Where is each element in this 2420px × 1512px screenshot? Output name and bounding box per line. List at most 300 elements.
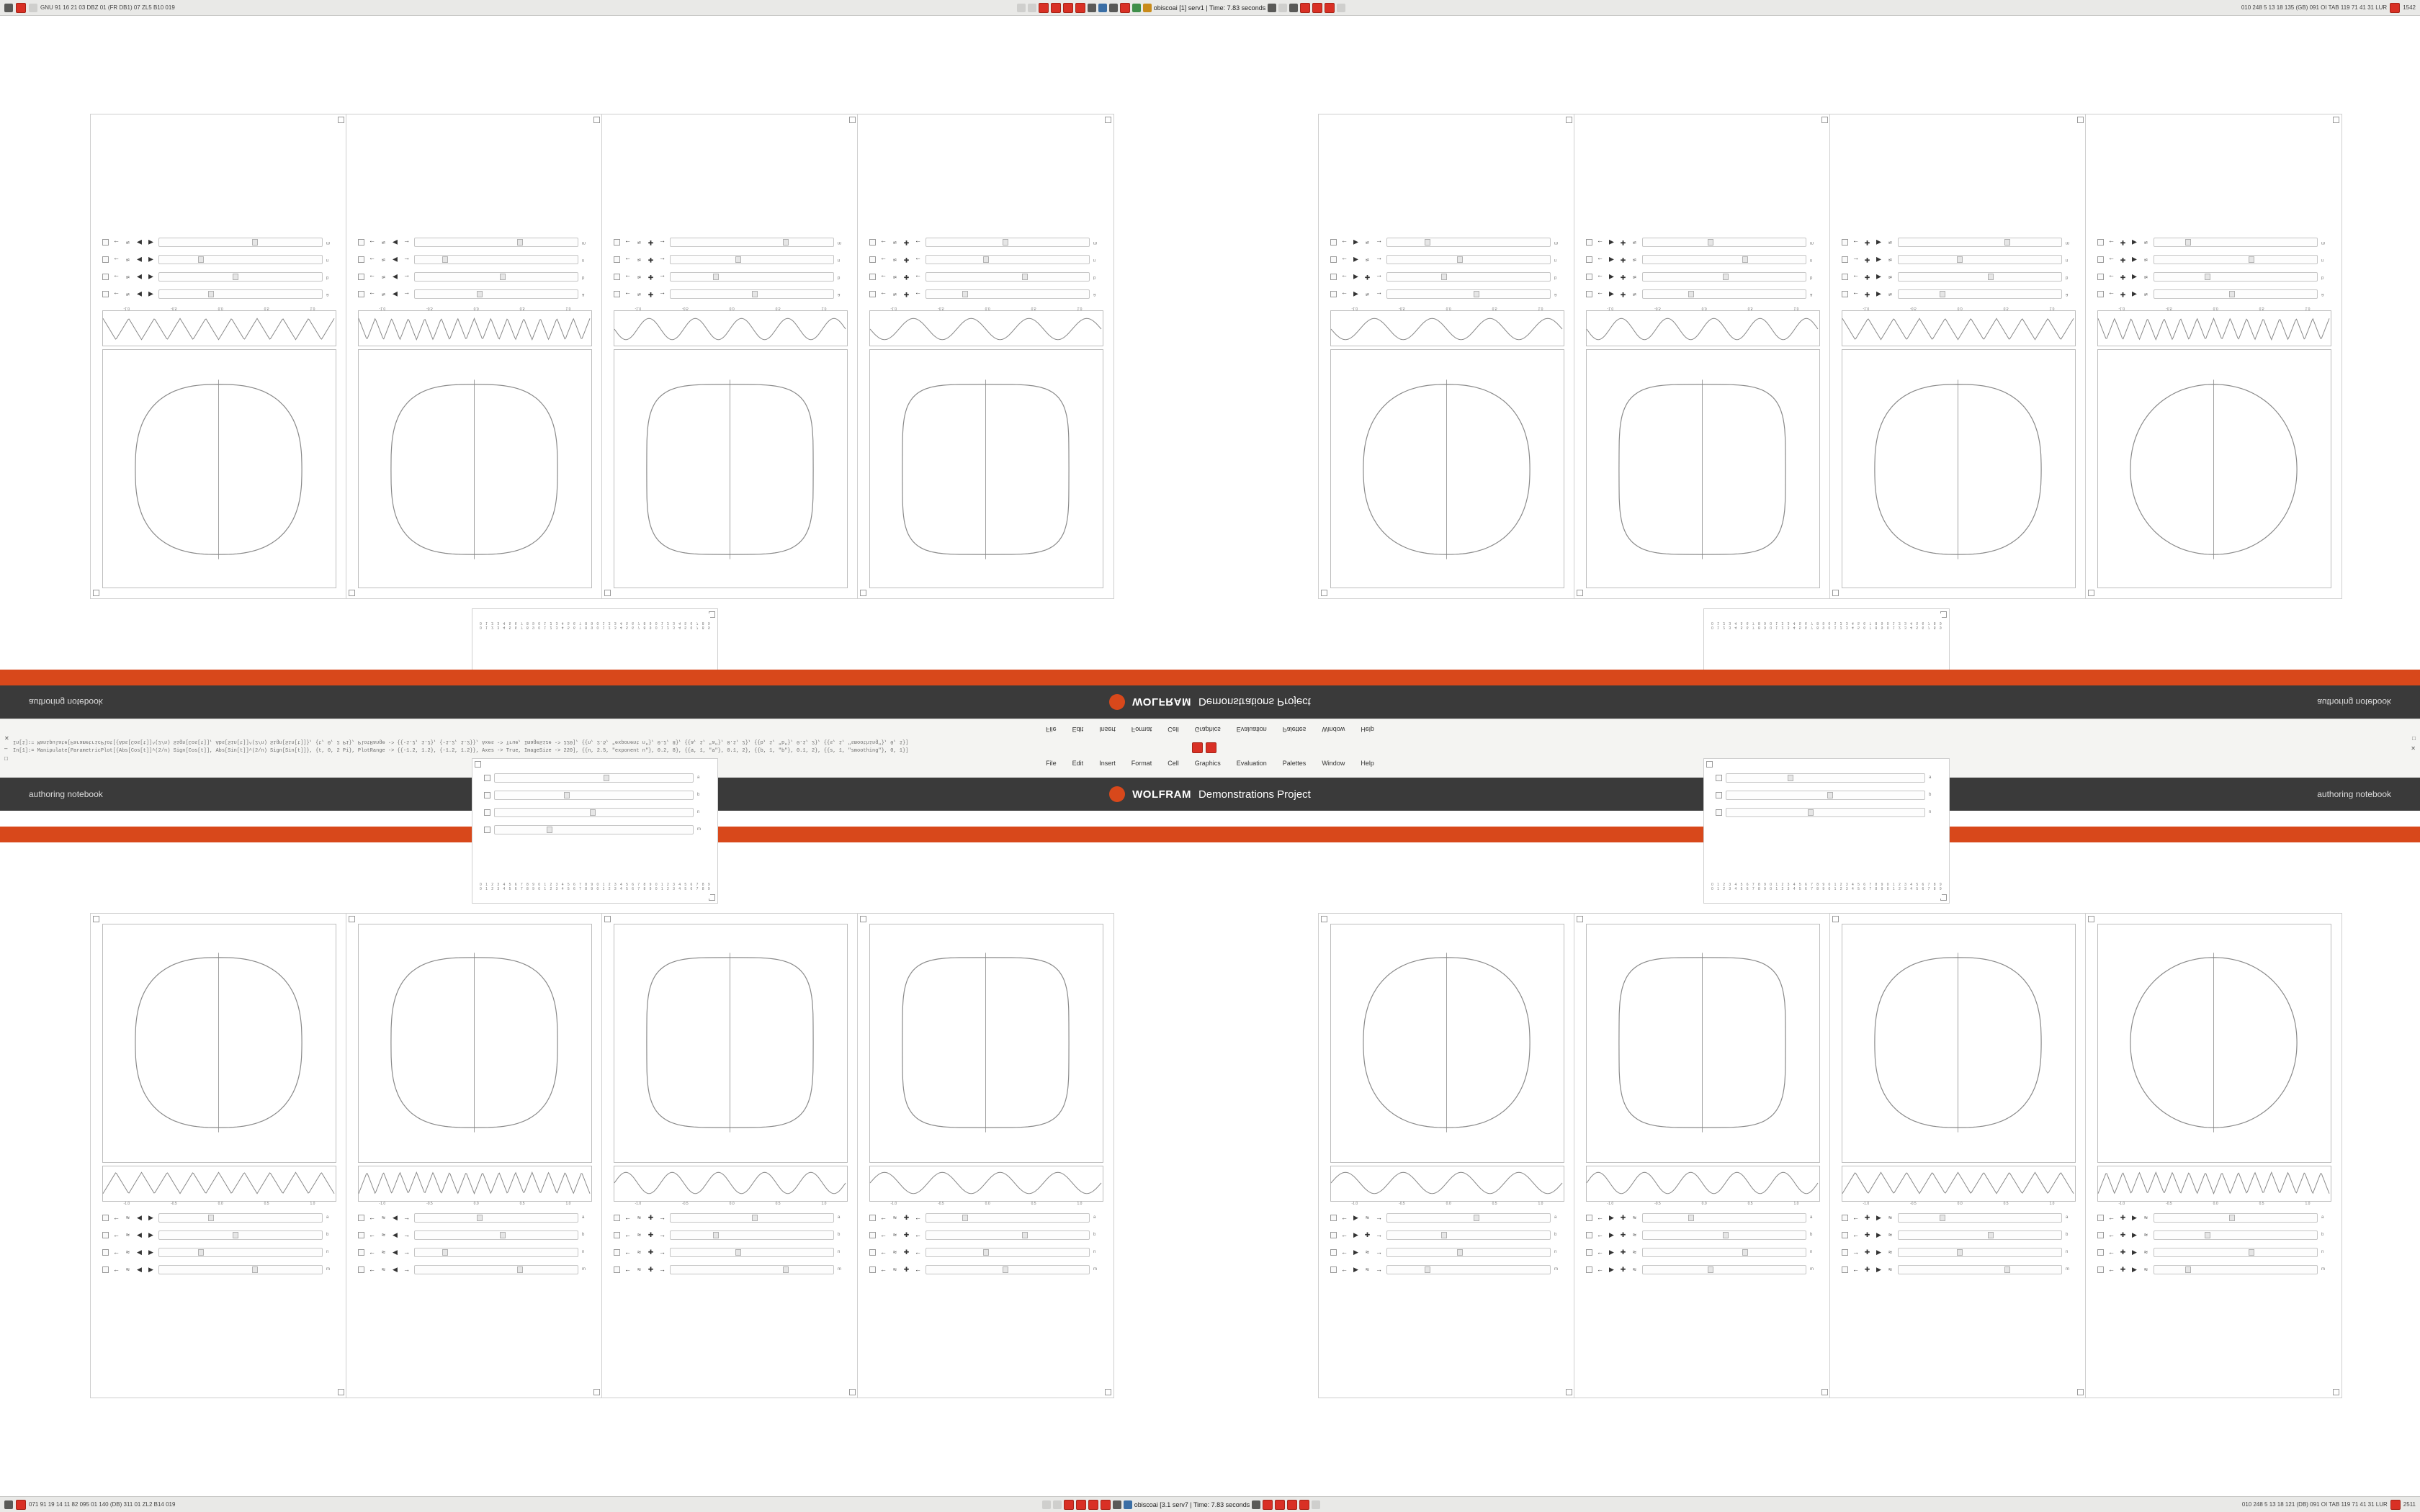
control-glyph-2[interactable]: ✚ (903, 1265, 910, 1273)
bookmark-icon[interactable] (614, 1215, 620, 1221)
control-glyph-3[interactable]: → (1376, 1214, 1382, 1221)
bookmark-icon[interactable] (2097, 274, 2104, 281)
slider-control-row[interactable] (91, 1261, 346, 1278)
slider-knob[interactable] (1940, 292, 1945, 298)
control-glyph-2[interactable]: ✚ (1620, 1213, 1626, 1221)
slider-knob[interactable] (233, 1232, 238, 1238)
slider-track[interactable] (1726, 808, 1925, 817)
control-glyph-1[interactable]: ✚ (1864, 1213, 1870, 1221)
bookmark-icon[interactable] (1330, 257, 1337, 264)
slider-track[interactable] (926, 1213, 1090, 1223)
control-glyph-1[interactable]: ≈ (382, 1248, 385, 1256)
slider-knob[interactable] (2249, 257, 2254, 264)
resize-handle-tl[interactable] (1706, 761, 1713, 768)
slider-control-row[interactable] (1319, 1226, 1574, 1243)
control-glyph-2[interactable]: ◀ (393, 239, 398, 247)
control-glyph-2[interactable]: ◀ (393, 1265, 398, 1273)
slider-knob[interactable] (983, 1249, 989, 1256)
control-glyph-0[interactable]: ← (113, 291, 120, 298)
control-glyph-1[interactable]: ✚ (1864, 256, 1870, 264)
control-glyph-2[interactable]: ◀ (393, 291, 398, 299)
control-glyph-0[interactable]: ← (1341, 239, 1348, 246)
slider-track[interactable] (158, 256, 323, 265)
record-icon[interactable] (1275, 1500, 1285, 1510)
control-glyph-3[interactable]: ▶ (148, 1230, 153, 1238)
control-glyph-0[interactable]: ← (880, 291, 887, 298)
control-glyph-3[interactable]: → (403, 256, 410, 264)
bookmark-icon[interactable] (484, 809, 490, 816)
demo-panel[interactable] (601, 114, 859, 599)
control-glyph-0[interactable]: ← (1341, 1248, 1348, 1256)
control-glyph-0[interactable]: ← (113, 256, 120, 264)
resize-handle-tl[interactable] (1832, 590, 1839, 596)
control-glyph-1[interactable]: ≈ (637, 1266, 641, 1273)
demo-panel[interactable] (1574, 913, 1831, 1398)
demo-panel[interactable] (2085, 913, 2342, 1398)
menu-item-window[interactable]: Window (1322, 726, 1345, 734)
slider-track[interactable] (2154, 1265, 2318, 1274)
slider-control-row[interactable] (346, 269, 602, 286)
control-glyph-1[interactable]: ≈ (893, 291, 897, 298)
slider-track[interactable] (414, 1230, 578, 1240)
control-glyph-2[interactable]: ✚ (1620, 1265, 1626, 1273)
manipulate-controls[interactable] (346, 116, 602, 303)
slider-track[interactable] (2154, 256, 2318, 265)
slider-knob[interactable] (1827, 792, 1833, 798)
slider-control-row[interactable] (2086, 1243, 2341, 1261)
slider-track[interactable] (158, 1248, 323, 1257)
control-glyph-1[interactable]: ▶ (1609, 291, 1614, 299)
bookmark-icon[interactable] (358, 240, 364, 246)
control-glyph-3[interactable]: ← (915, 274, 921, 281)
slider-knob[interactable] (1957, 1249, 1963, 1256)
alert-icon[interactable] (1325, 3, 1335, 13)
control-glyph-1[interactable]: ≈ (126, 1214, 130, 1221)
slider-knob[interactable] (752, 292, 758, 298)
control-glyph-0[interactable]: ← (113, 274, 120, 281)
control-glyph-2[interactable]: ◀ (137, 239, 142, 247)
slider-knob[interactable] (1957, 257, 1963, 264)
control-glyph-0[interactable]: ← (369, 274, 375, 281)
resize-handle-tl[interactable] (1832, 916, 1839, 922)
bookmark-icon[interactable] (2097, 1215, 2104, 1221)
slider-track[interactable] (1898, 238, 2062, 248)
slider-track[interactable] (2154, 1213, 2318, 1223)
slider-knob[interactable] (1708, 1266, 1713, 1273)
top-system-bar[interactable] (0, 0, 2420, 16)
menu-item-palettes[interactable]: Palettes (1282, 726, 1307, 734)
control-glyph-2[interactable]: ▶ (1876, 291, 1881, 299)
manipulate-controls[interactable] (1319, 1209, 1574, 1396)
editor-icon[interactable] (1088, 4, 1096, 12)
control-glyph-3[interactable]: → (659, 1266, 666, 1273)
bottom-bar-taskbar[interactable] (354, 1497, 2008, 1512)
media-icon[interactable] (1252, 1500, 1260, 1509)
slider-control-row[interactable] (346, 1209, 602, 1226)
slider-track[interactable] (1386, 238, 1551, 248)
bookmark-icon[interactable] (614, 240, 620, 246)
slider-track[interactable] (2154, 273, 2318, 282)
control-glyph-1[interactable]: ▶ (1609, 256, 1614, 264)
bookmark-icon[interactable] (1716, 775, 1722, 781)
slider-control-row[interactable] (1319, 1243, 1574, 1261)
menu-item-palettes[interactable]: Palettes (1282, 759, 1307, 767)
slider-track[interactable] (1642, 1213, 1806, 1223)
control-glyph-1[interactable]: ≈ (382, 274, 385, 281)
resize-handle-tl[interactable] (349, 916, 355, 922)
slider-track[interactable] (158, 1265, 323, 1274)
control-glyph-0[interactable]: ← (1597, 291, 1603, 298)
control-glyph-2[interactable]: ▶ (2132, 239, 2137, 247)
slider-knob[interactable] (2205, 274, 2210, 281)
control-glyph-1[interactable]: ≈ (382, 1266, 385, 1273)
bookmark-icon[interactable] (1586, 1232, 1592, 1238)
slider-knob[interactable] (564, 792, 570, 798)
control-glyph-0[interactable]: ← (1852, 291, 1859, 298)
control-glyph-3[interactable]: ≈ (2144, 256, 2148, 264)
slider-control-row[interactable] (1830, 251, 2086, 269)
slider-control-row[interactable] (91, 1226, 346, 1243)
control-glyph-3[interactable]: → (403, 239, 410, 246)
bookmark-icon[interactable] (1842, 1232, 1848, 1238)
control-glyph-2[interactable]: ▶ (1876, 1230, 1881, 1238)
slider-control-row[interactable] (858, 1209, 1113, 1226)
control-glyph-0[interactable]: ← (2108, 274, 2115, 281)
folder-icon[interactable] (1053, 1500, 1062, 1509)
bookmark-icon[interactable] (2097, 1249, 2104, 1256)
control-glyph-0[interactable]: ← (880, 1231, 887, 1238)
terminal-icon[interactable] (1039, 3, 1049, 13)
resize-handle-tl[interactable] (604, 590, 611, 596)
slider-track[interactable] (1642, 273, 1806, 282)
slider-knob[interactable] (983, 257, 989, 264)
slider-knob[interactable] (477, 1215, 483, 1221)
slider-knob[interactable] (735, 1249, 741, 1256)
manipulate-controls[interactable] (91, 116, 346, 303)
control-glyph-0[interactable]: ← (1852, 1266, 1859, 1273)
slider-track[interactable] (158, 238, 323, 248)
control-glyph-3[interactable]: ← (915, 1266, 921, 1273)
control-glyph-2[interactable]: ◀ (137, 1213, 142, 1221)
menu-item-graphics[interactable]: Graphics (1194, 759, 1221, 767)
control-glyph-3[interactable]: → (1376, 1231, 1382, 1238)
slider-track[interactable] (1642, 1248, 1806, 1257)
slider-knob[interactable] (500, 1232, 506, 1238)
slider-control-row[interactable] (346, 286, 602, 303)
slider-control-row[interactable] (1319, 1261, 1574, 1278)
control-glyph-0[interactable]: ← (624, 239, 631, 246)
record-icon[interactable] (1300, 3, 1310, 13)
slider-track[interactable] (414, 238, 578, 248)
control-glyph-0[interactable]: ← (1597, 1231, 1603, 1238)
calc-icon[interactable] (1143, 4, 1152, 12)
control-glyph-2[interactable]: ✚ (1364, 1230, 1371, 1238)
control-glyph-3[interactable]: ▶ (148, 1248, 153, 1256)
control-glyph-3[interactable]: → (659, 256, 666, 264)
control-glyph-1[interactable]: ≈ (637, 274, 641, 281)
slider-control-row[interactable] (346, 234, 602, 251)
control-glyph-2[interactable]: ◀ (393, 274, 398, 282)
control-glyph-1[interactable]: ▶ (1609, 1265, 1614, 1273)
bookmark-icon[interactable] (2097, 240, 2104, 246)
editor-icon[interactable] (1113, 1500, 1121, 1509)
slider-control-row[interactable] (346, 1261, 602, 1278)
slider-track[interactable] (158, 290, 323, 300)
slider-track[interactable] (2154, 1248, 2318, 1257)
slider-control-row[interactable] (1704, 804, 1949, 821)
bookmark-icon[interactable] (102, 274, 109, 281)
slider-track[interactable] (1726, 773, 1925, 783)
slider-track[interactable] (1898, 1265, 2062, 1274)
slider-control-row[interactable] (1704, 786, 1949, 804)
slider-knob[interactable] (1723, 274, 1729, 281)
control-glyph-0[interactable]: ← (880, 1248, 887, 1256)
chart-icon[interactable] (1278, 4, 1287, 12)
close-icon[interactable] (16, 1500, 26, 1510)
resize-handle-tl[interactable] (1321, 590, 1327, 596)
bookmark-icon[interactable] (484, 827, 490, 833)
manipulate-controls[interactable] (1574, 116, 1830, 303)
control-glyph-3[interactable]: ≈ (1633, 1266, 1636, 1273)
slider-track[interactable] (158, 273, 323, 282)
strip-panel[interactable] (1703, 758, 1950, 904)
slider-knob[interactable] (2249, 1249, 2254, 1256)
stop-icon[interactable] (1312, 3, 1322, 13)
manipulate-controls[interactable] (1574, 1209, 1830, 1396)
control-glyph-1[interactable]: ≈ (637, 256, 641, 264)
control-glyph-1[interactable]: ≈ (126, 239, 130, 246)
control-glyph-0[interactable]: ← (1341, 1266, 1348, 1273)
slider-control-row[interactable] (858, 1243, 1113, 1261)
bookmark-icon[interactable] (869, 274, 876, 281)
bookmark-icon[interactable] (869, 1266, 876, 1273)
input-cell-code[interactable]: In[1]:= Manipulate[ParametricPlot[{Abs[Cos[t]]^(2/n) Sign[Cos[t]], Abs[Sin[t]]^(2/n) Sign[Sin[t]]}, {t, 0, 2 Pi}, PlotRange -> {{-1.2, 1.2}, {-1.2, 1.2}}, Axes -> True, ImageSize -> 220], {{n, 2.5, "exponent n"}, 0.2, 8}, {{a, 1, "a"}, 0.1, 2}, {{b, 1, "b"}, 0.1, 2}, {{s, 1, "smoothing"}, 0, 1}] (13, 748, 909, 754)
control-glyph-2[interactable]: ✚ (1620, 239, 1626, 247)
control-glyph-3[interactable]: → (659, 291, 666, 298)
manipulate-controls[interactable] (1319, 116, 1574, 303)
control-glyph-3[interactable]: → (403, 1231, 410, 1238)
slider-knob[interactable] (1940, 1215, 1945, 1221)
control-glyph-0[interactable]: ← (2108, 1231, 2115, 1238)
control-glyph-0[interactable]: ← (369, 291, 375, 298)
slider-knob[interactable] (500, 274, 506, 281)
control-glyph-2[interactable]: ◀ (393, 256, 398, 264)
slider-knob[interactable] (752, 1215, 758, 1221)
slider-knob[interactable] (604, 775, 609, 781)
control-glyph-3[interactable]: → (659, 1248, 666, 1256)
control-glyph-2[interactable]: ✚ (1620, 256, 1626, 264)
control-glyph-0[interactable]: ← (880, 274, 887, 281)
slider-control-row[interactable] (91, 234, 346, 251)
bookmark-icon[interactable] (1330, 1215, 1337, 1221)
slider-control-row[interactable] (91, 1243, 346, 1261)
control-glyph-2[interactable]: ◀ (393, 1213, 398, 1221)
control-glyph-1[interactable]: ≈ (126, 291, 130, 298)
slider-track[interactable] (494, 773, 694, 783)
slider-knob[interactable] (1441, 1232, 1447, 1238)
bookmark-icon[interactable] (2097, 1266, 2104, 1273)
control-glyph-3[interactable]: ≈ (1888, 1248, 1892, 1256)
bookmark-icon[interactable] (2097, 292, 2104, 298)
slider-control-row[interactable] (858, 234, 1113, 251)
control-glyph-1[interactable]: ✚ (2120, 239, 2126, 247)
bookmark-icon[interactable] (1586, 257, 1592, 264)
window-icon[interactable] (4, 4, 13, 12)
control-glyph-2[interactable]: ◀ (137, 1265, 142, 1273)
control-glyph-1[interactable]: ≈ (126, 1231, 130, 1238)
control-glyph-1[interactable]: ≈ (637, 239, 641, 246)
control-glyph-0[interactable]: ← (113, 1214, 120, 1221)
bookmark-icon[interactable] (358, 292, 364, 298)
slider-track[interactable] (670, 256, 834, 265)
control-glyph-0[interactable]: ← (1341, 291, 1348, 298)
control-glyph-3[interactable]: ≈ (2144, 1266, 2148, 1273)
manipulate-controls[interactable] (1830, 116, 2086, 303)
control-glyph-2[interactable]: ◀ (393, 1248, 398, 1256)
control-glyph-1[interactable]: ▶ (1353, 256, 1358, 264)
slider-control-row[interactable] (602, 1261, 858, 1278)
slider-control-row[interactable] (602, 1209, 858, 1226)
control-glyph-3[interactable]: ≈ (1633, 1248, 1636, 1256)
slider-track[interactable] (1386, 256, 1551, 265)
slider-knob[interactable] (962, 1215, 968, 1221)
control-glyph-1[interactable]: ▶ (1353, 1265, 1358, 1273)
power-icon[interactable] (2390, 1500, 2401, 1510)
control-glyph-1[interactable]: ≈ (126, 274, 130, 281)
slider-control-row[interactable] (602, 269, 858, 286)
manipulate-controls[interactable] (1704, 769, 1949, 821)
control-glyph-1[interactable]: ≈ (382, 1214, 385, 1221)
slider-knob[interactable] (1003, 240, 1008, 246)
window-icon[interactable] (1042, 1500, 1051, 1509)
slider-control-row[interactable] (1574, 1261, 1830, 1278)
control-glyph-3[interactable]: → (659, 239, 666, 246)
slider-control-row[interactable] (1574, 1209, 1830, 1226)
control-glyph-1[interactable]: ≈ (637, 1214, 641, 1221)
control-glyph-0[interactable]: ← (1597, 274, 1603, 281)
control-glyph-1[interactable]: ▶ (1353, 239, 1358, 247)
bookmark-icon[interactable] (869, 1215, 876, 1221)
control-glyph-2[interactable]: ▶ (1876, 274, 1881, 282)
window-icon[interactable] (4, 1500, 13, 1509)
slider-knob[interactable] (517, 240, 523, 246)
slider-control-row[interactable] (2086, 234, 2341, 251)
menu-bar-mirrored[interactable] (0, 725, 2420, 734)
bookmark-icon[interactable] (1330, 1266, 1337, 1273)
slider-control-row[interactable] (472, 821, 717, 838)
control-glyph-3[interactable]: ≈ (2144, 1231, 2148, 1238)
slider-knob[interactable] (2004, 240, 2010, 246)
manipulate-controls[interactable] (472, 769, 717, 838)
slider-control-row[interactable] (1319, 286, 1574, 303)
control-glyph-0[interactable]: ← (113, 1266, 120, 1273)
media-icon[interactable] (1109, 4, 1118, 12)
menu-item-insert[interactable]: Insert (1099, 759, 1116, 767)
image-icon[interactable] (1268, 4, 1276, 12)
control-glyph-2[interactable]: ✚ (647, 1230, 654, 1238)
slider-track[interactable] (414, 273, 578, 282)
bookmark-icon[interactable] (1330, 240, 1337, 246)
control-glyph-3[interactable]: → (1376, 256, 1382, 264)
notebook-icon[interactable] (1075, 3, 1085, 13)
control-glyph-3[interactable]: → (403, 1266, 410, 1273)
control-glyph-2[interactable]: ◀ (137, 256, 142, 264)
control-glyph-2[interactable]: ✚ (1620, 291, 1626, 299)
bookmark-icon[interactable] (102, 1232, 109, 1238)
control-glyph-3[interactable]: ▶ (148, 274, 153, 282)
control-glyph-2[interactable]: ▶ (1876, 1265, 1881, 1273)
control-glyph-1[interactable]: ≈ (126, 256, 130, 264)
slider-knob[interactable] (2185, 1266, 2191, 1273)
slider-track[interactable] (2154, 290, 2318, 300)
control-glyph-3[interactable]: ≈ (1888, 1266, 1892, 1273)
menu-item-window[interactable]: Window (1322, 759, 1345, 767)
top-bar-left-group[interactable] (0, 0, 354, 15)
demo-panel[interactable] (1318, 913, 1575, 1398)
control-glyph-3[interactable]: → (1376, 239, 1382, 246)
control-glyph-0[interactable]: ← (1597, 256, 1603, 264)
resize-handle-tl[interactable] (93, 590, 99, 596)
menu-item-cell[interactable]: Cell (1168, 759, 1179, 767)
slider-track[interactable] (1898, 1213, 2062, 1223)
control-glyph-3[interactable]: ▶ (148, 256, 153, 264)
control-glyph-0[interactable]: ← (880, 239, 887, 246)
bookmark-icon[interactable] (1842, 1215, 1848, 1221)
slider-knob[interactable] (1457, 257, 1463, 264)
control-glyph-1[interactable]: ▶ (1353, 274, 1358, 282)
control-glyph-3[interactable]: → (403, 1248, 410, 1256)
control-glyph-1[interactable]: ≈ (893, 1248, 897, 1256)
slider-knob[interactable] (442, 1249, 448, 1256)
input-cell-code-mirrored[interactable]: In[1]:= Manipulate[ParametricPlot[{Abs[Cos[t]]^(2/n) Sign[Cos[t]], Abs[Sin[t]]^(2/n) Sign[Sin[t]]}, {t, 0, 2 Pi}, PlotRange -> {{-1.2, 1.2}, {-1.2, 1.2}}, Axes -> True, ImageSize -> 220], {{n, 2.5, "exponent n"}, 0.2, 8}, {{a, 1, "a"}, 0.1, 2}, {{b, 1, "b"}, 0.1, 2}, {{s, 1, "smoothing"}, 0, 1}] (13, 739, 909, 744)
manipulate-controls[interactable] (858, 1209, 1113, 1396)
slider-track[interactable] (926, 238, 1090, 248)
control-glyph-3[interactable]: ▶ (148, 291, 153, 299)
browser-icon[interactable] (1076, 1500, 1086, 1510)
slider-control-row[interactable] (2086, 1261, 2341, 1278)
control-glyph-2[interactable]: ✚ (903, 1213, 910, 1221)
slider-track[interactable] (1642, 238, 1806, 248)
files-icon[interactable] (1098, 4, 1107, 12)
grid-icon[interactable] (1312, 1500, 1320, 1509)
bookmark-icon[interactable] (614, 1232, 620, 1238)
slider-track[interactable] (494, 791, 694, 800)
slider-track[interactable] (494, 825, 694, 834)
slider-control-row[interactable] (472, 769, 717, 786)
menu-item-cell[interactable]: Cell (1168, 726, 1179, 734)
control-glyph-1[interactable]: ▶ (1353, 291, 1358, 299)
manipulate-controls[interactable] (91, 1209, 346, 1396)
folder-icon[interactable] (1028, 4, 1036, 12)
slider-knob[interactable] (1988, 1232, 1994, 1238)
control-glyph-0[interactable]: ← (1597, 1266, 1603, 1273)
control-glyph-2[interactable]: ✚ (1620, 1230, 1626, 1238)
control-glyph-0[interactable]: ← (2108, 1248, 2115, 1256)
slider-track[interactable] (158, 1230, 323, 1240)
manipulate-controls[interactable] (346, 1209, 602, 1396)
bookmark-icon[interactable] (102, 257, 109, 264)
slider-control-row[interactable] (91, 251, 346, 269)
control-glyph-0[interactable]: ← (369, 1214, 375, 1221)
control-glyph-3[interactable]: ← (915, 1248, 921, 1256)
slider-knob[interactable] (1425, 1266, 1430, 1273)
control-glyph-0[interactable]: ← (880, 1266, 887, 1273)
slider-knob[interactable] (962, 292, 968, 298)
slider-knob[interactable] (2229, 292, 2235, 298)
clock-icon[interactable] (1289, 4, 1298, 12)
bookmark-icon[interactable] (358, 274, 364, 281)
control-glyph-3[interactable]: ≈ (1633, 1214, 1636, 1221)
